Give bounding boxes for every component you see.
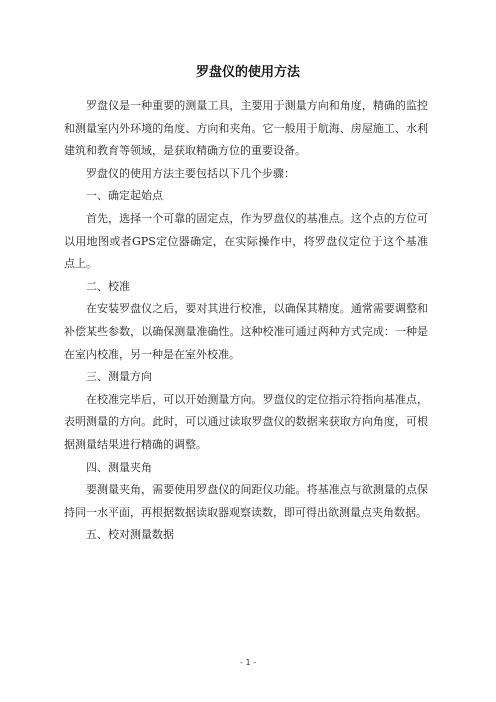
page-title: 罗盘仪的使用方法 [195,65,300,80]
section-paragraph-1: 首先，选择一个可靠的固定点，作为罗盘仪的基准点。这个点的方位可以用地图或者GPS定位器确定，在实际操作中，将罗盘仪定位于这个基准点上。 [64,211,428,271]
section-heading-3: 三、测量方向 [86,370,152,384]
page-number: - 1 - [240,658,256,667]
section-heading-1: 一、确定起始点 [86,189,163,203]
section-heading-4: 四、测量夹角 [86,460,152,474]
section-paragraph-4: 要测量夹角，需要使用罗盘仪的间距仪功能。将基准点与欲测量的点保持同一水平面，再根据数据读取器观察读数，即可得出欲测量点夹角数据。 [64,483,428,519]
intro-paragraph: 罗盘仪是一种重要的测量工具，主要用于测量方向和角度，精确的监控和测量室内外环境的角度、方向和夹角。它一般用于航海、房屋施工、水利建筑和教育等领域，是获取精确方位的重要设备。 [64,99,428,158]
section-heading-2: 二、校准 [86,279,130,293]
steps-intro-paragraph: 罗盘仪的使用方法主要包括以下几个步骤： [86,166,295,180]
section-paragraph-3: 在校准完毕后，可以开始测量方向。罗盘仪的定位指示符指向基准点，表明测量的方向。此时，可以通过读取罗盘仪的数据来获取方向角度，可根据测量结果进行精确的调整。 [64,392,428,451]
section-paragraph-2: 在安装罗盘仪之后，要对其进行校准，以确保其精度。通常需要调整和补偿某些参数，以确保测量准确性。这种校准可通过两种方式完成：一种是在室内校准，另一种是在室外校准。 [64,302,428,361]
section-heading-5: 五、校对测量数据 [86,528,174,542]
document-body [64,95,428,547]
